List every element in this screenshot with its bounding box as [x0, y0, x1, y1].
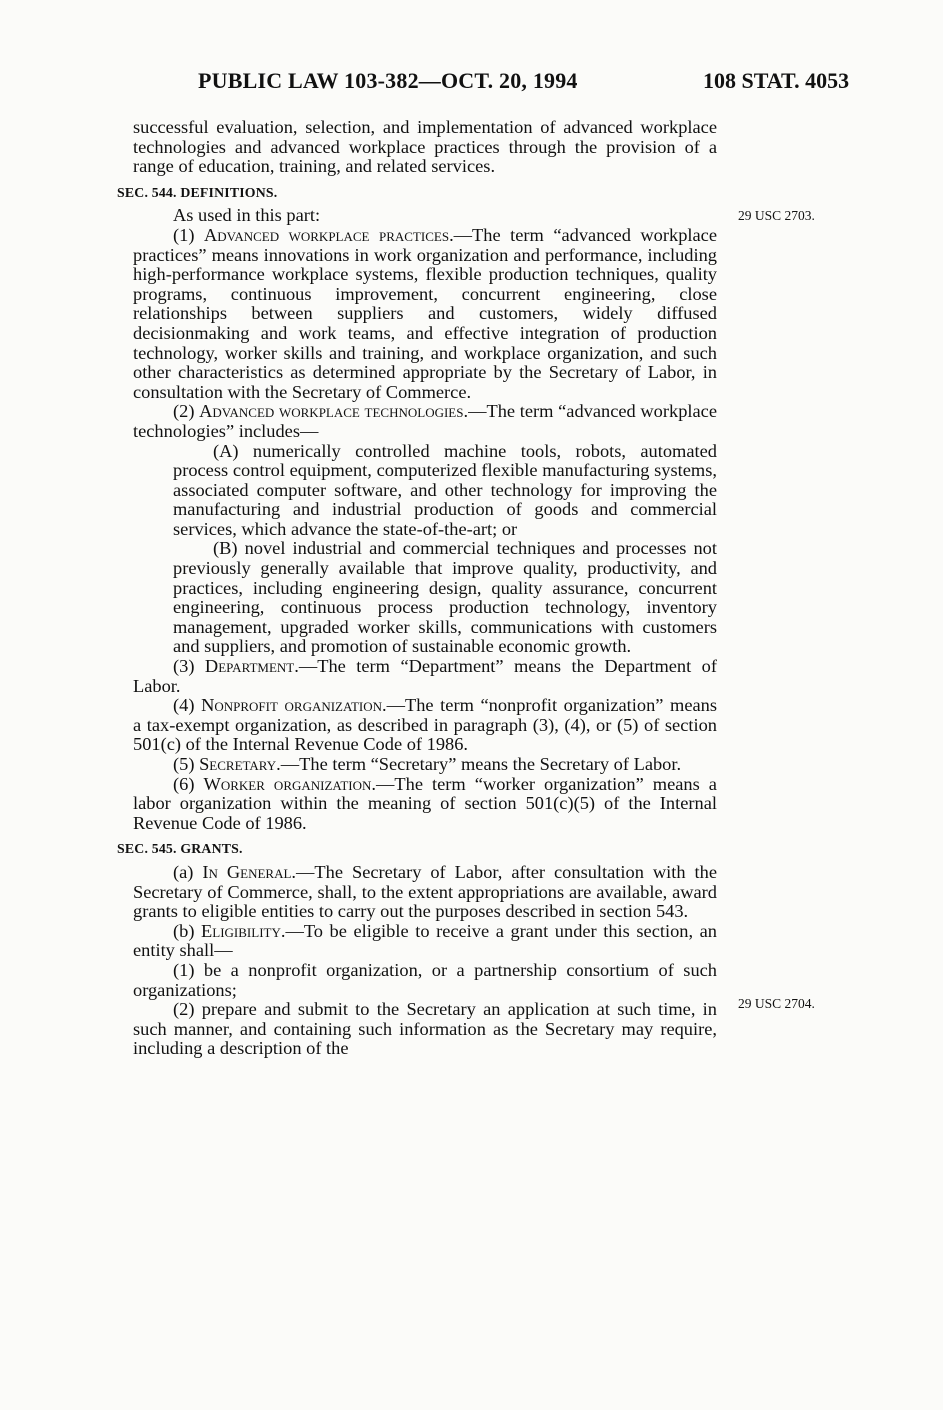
definition-paragraph-2	[133, 402, 717, 441]
defined-term: Advanced workplace practices	[203, 224, 450, 245]
paragraph-number: (5)	[173, 754, 195, 774]
definition-text: .—The term “Secretary” means the Secretary of Labor.	[276, 754, 682, 774]
definition-text: .—The term “Department” means the Department of Labor.	[133, 656, 717, 696]
subsection-text: .—To be eligible to receive a grant under this section, an entity shall—	[133, 920, 717, 961]
definition-text: .—The term “advanced workplace practices” means innovations in work organization and performance, including high-performance workplace systems, flexible production techniques, quality programs, continuous improvement, concurrent engineering, close relationships between suppliers and customers, widely diffused decisionmaking and work teams, and effective integration of production technology, worker skills and training, and workplace organization, and such other characteristics as determined appropriate by the Secretary of Labor, in consultation with the Secretary of Commerce.	[133, 224, 717, 402]
eligibility-item-1: (1) be a nonprofit organization, or a partnership consortium of such organizations;	[133, 959, 717, 1000]
margin-note-sec544: 29 USC 2703.	[738, 208, 815, 223]
section-545-heading: SEC. 545. GRANTS.	[117, 841, 243, 857]
margin-note-sec545: 29 USC 2704.	[738, 996, 815, 1011]
defined-term: Worker organization	[203, 773, 372, 794]
page-header-title: PUBLIC LAW 103-382—OCT. 20, 1994	[198, 68, 578, 93]
section-544-lead: As used in this part:	[173, 205, 321, 226]
defined-term: Nonprofit organization	[201, 695, 382, 716]
paragraph-number: (a)	[173, 861, 194, 882]
intro-continuation: successful evaluation, selection, and implementation of advanced workplace technologies and advanced workplace practices through the provision of a range of education, training, and related services.	[133, 117, 717, 177]
paragraph-number: (1)	[173, 224, 195, 245]
paragraph-number: (4)	[173, 695, 195, 716]
paragraph-number: (2)	[173, 401, 195, 422]
paragraph-number: (6)	[173, 773, 195, 794]
defined-term: Secretary	[199, 754, 277, 774]
paragraph-number: (b)	[173, 920, 195, 941]
defined-term: Department	[204, 656, 295, 677]
paragraph-number: (3)	[173, 656, 195, 677]
subsection-term: In General	[202, 861, 292, 882]
page-header-stat: 108 STAT. 4053	[703, 68, 850, 93]
subsection-text: .—The Secretary of Labor, after consultation with the Secretary of Commerce, shall, to the extent appropriations are available, award grants to eligible entities to carry out the purposes described in section 543.	[133, 861, 717, 922]
definition-text: .—The term “advanced workplace technologies” includes—	[133, 401, 717, 441]
definition-paragraph-5	[133, 755, 717, 775]
subparagraph-b: (B) novel industrial and commercial techniques and processes not previously generally available that improve quality, productivity, and practices, including engineering design, quality assurance, concurrent engineering, continuous process production technology, inventory management, upgraded worker skills, communications with customers and suppliers, and promotion of sustainable economic growth.	[173, 538, 717, 657]
definition-paragraph-1	[133, 226, 717, 402]
definition-text: .—The term “worker organization” means a labor organization within the meaning of section 501(c)(5) of the Internal Revenue Code of 1986.	[133, 773, 717, 833]
subparagraph-a: (A) numerically controlled machine tools, robots, automated process control equipment, computerized flexible manufacturing systems, associated computer software, and other technology for improving the manufacturing and industrial production of goods and commercial services, which advance the state-of-the-art; or	[173, 440, 717, 539]
subsection-b	[133, 922, 717, 961]
statute-body	[117, 117, 717, 1059]
subsection-a	[133, 863, 717, 922]
definition-paragraph-3	[133, 657, 717, 696]
defined-term: Advanced workplace technologies	[199, 401, 464, 422]
section-544-heading: SEC. 544. DEFINITIONS.	[117, 184, 278, 200]
subsection-term: Eligibility	[201, 920, 281, 941]
eligibility-item-2: (2) prepare and submit to the Secretary an application at such time, in such manner, and containing such information as the Secretary may require, including a description of the	[133, 999, 717, 1059]
definition-text: .—The term “nonprofit organization” means a tax-exempt organization, as described in paragraph (3), (4), or (5) of section 501(c) of the Internal Revenue Code of 1986.	[133, 695, 717, 755]
definition-paragraph-6	[133, 775, 717, 834]
definition-paragraph-4	[133, 696, 717, 755]
